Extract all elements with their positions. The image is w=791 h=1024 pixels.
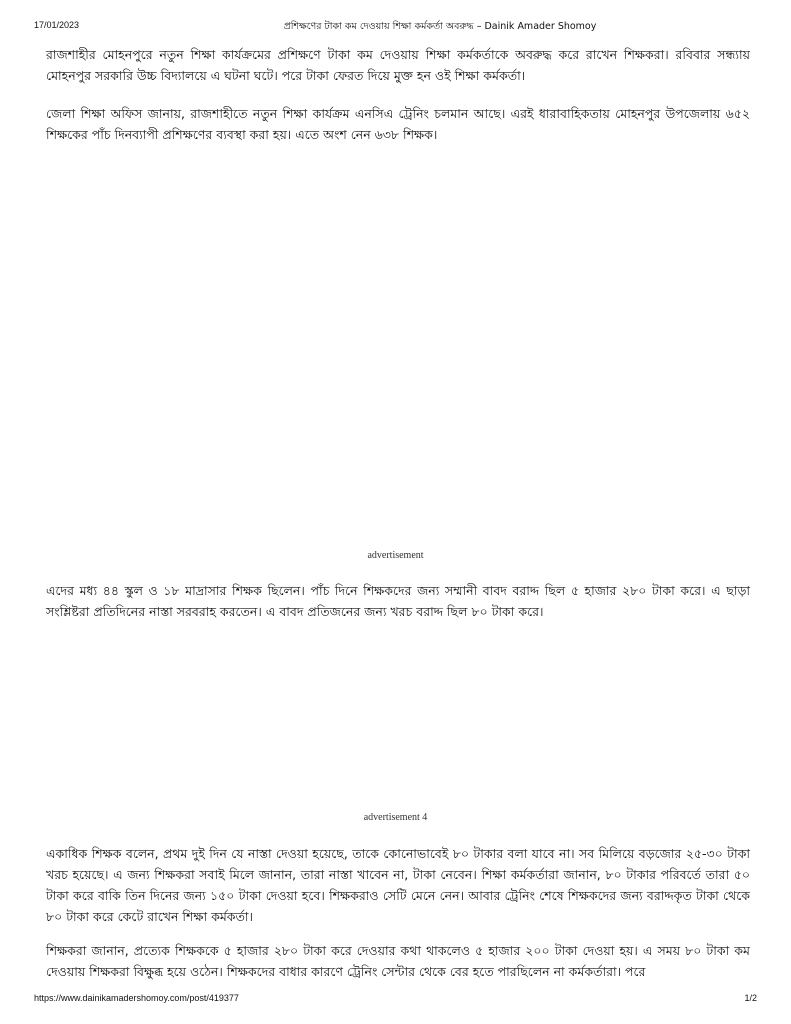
article-paragraph-5: শিক্ষকরা জানান, প্রত্যেক শিক্ষককে ৫ হাজার ২৮০ টাকা করে দেওয়ার কথা থাকলেও ৫ হাজার ২০০ টাকা দেওয়া হয়। এ সময় ৮০ টাকা কম দেওয়ায় শিক্ষকরা বিক্ষুব্ধ হয়ে ওঠেন। শিক্ষকদের বাধার কারণে ট্রেনিং সেন্টার থেকে বের হতে পারছিলেন না কর্মকর্তারা। পরে	[46, 943, 750, 979]
article-paragraph-4: একাধিক শিক্ষক বলেন, প্রথম দুই দিন যে নাস্তা দেওয়া হয়েছে, তাকে কোনোভাবেই ৮০ টাকার বলা যাবে না। সব মিলিয়ে বড়জোর ২৫-৩০ টাকা খরচ হয়েছে। এ জন্য শিক্ষকরা সবাই মিলে জানান, তারা নাস্তা খাবেন না, টাকা নেবেন। শিক্ষা কর্মকর্তারা জানান, ৮০ টাকার পরিবর্তে তারা ৫০ টাকা করে বাকি তিন দিনের জন্য ১৫০ টাকা দেওয়া হবে। শিক্ষকরাও সেটি মেনে নেন। আবার ট্রেনিং শেষে শিক্ষকদের জন্য বরাদ্দকৃত টাকা থেকে ৮০ টাকা করে কেটে রাখেন শিক্ষা কর্মকর্তা।	[46, 846, 750, 924]
article-paragraph-1: রাজশাহীর মোহনপুরে নতুন শিক্ষা কার্যক্রমের প্রশিক্ষণে টাকা কম দেওয়ায় শিক্ষা কর্মকর্তাকে অবরুদ্ধ করে রাখেন শিক্ষকরা। রবিবার সন্ধ্যায় মোহনপুর সরকারি উচ্চ বিদ্যালয়ে এ ঘটনা ঘটে। পরে টাকা ফেরত দিয়ে মুক্ত হন ওই শিক্ষা কর্মকর্তা।	[46, 47, 750, 83]
article-paragraph-2: জেলা শিক্ষা অফিস জানায়, রাজশাহীতে নতুন শিক্ষা কার্যক্রম এনসিএ ট্রেনিং চলমান আছে। এরই ধারাবাহিকতায় মোহনপুর উপজেলায় ৬৫২ শিক্ষকের পাঁচ দিনব্যাপী প্রশিক্ষণের ব্যবস্থা করা হয়। এতে অংশ নেন ৬৩৮ শিক্ষক।	[46, 106, 750, 142]
footer-url: https://www.dainikamadershomoy.com/post/419377	[34, 993, 239, 1003]
advertisement-label-4: advertisement 4	[363, 812, 428, 823]
article-paragraph-3: এদের মধ্য ৪৪ স্কুল ও ১৮ মাদ্রাসার শিক্ষক ছিলেন। পাঁচ দিনে শিক্ষকদের জন্য সম্মানী বাবদ বরাদ্দ ছিল ৫ হাজার ২৮০ টাকা করে। এ ছাড়া সংশ্লিষ্টরা প্রতিদিনের নাস্তা সরবরাহ করতেন। এ বাবদ প্রতিজনের জন্য খরচ বরাদ্দ ছিল ৮০ টাকা করে।	[46, 583, 750, 619]
advertisement-label: advertisement	[367, 550, 424, 561]
page-number: 1/2	[744, 993, 757, 1003]
page-title: প্রশিক্ষণের টাকা কম দেওয়ায় শিক্ষা কর্মকর্তা অবরুদ্ধ – Dainik Amader Shomoy	[283, 21, 597, 32]
print-date: 17/01/2023	[34, 20, 80, 30]
